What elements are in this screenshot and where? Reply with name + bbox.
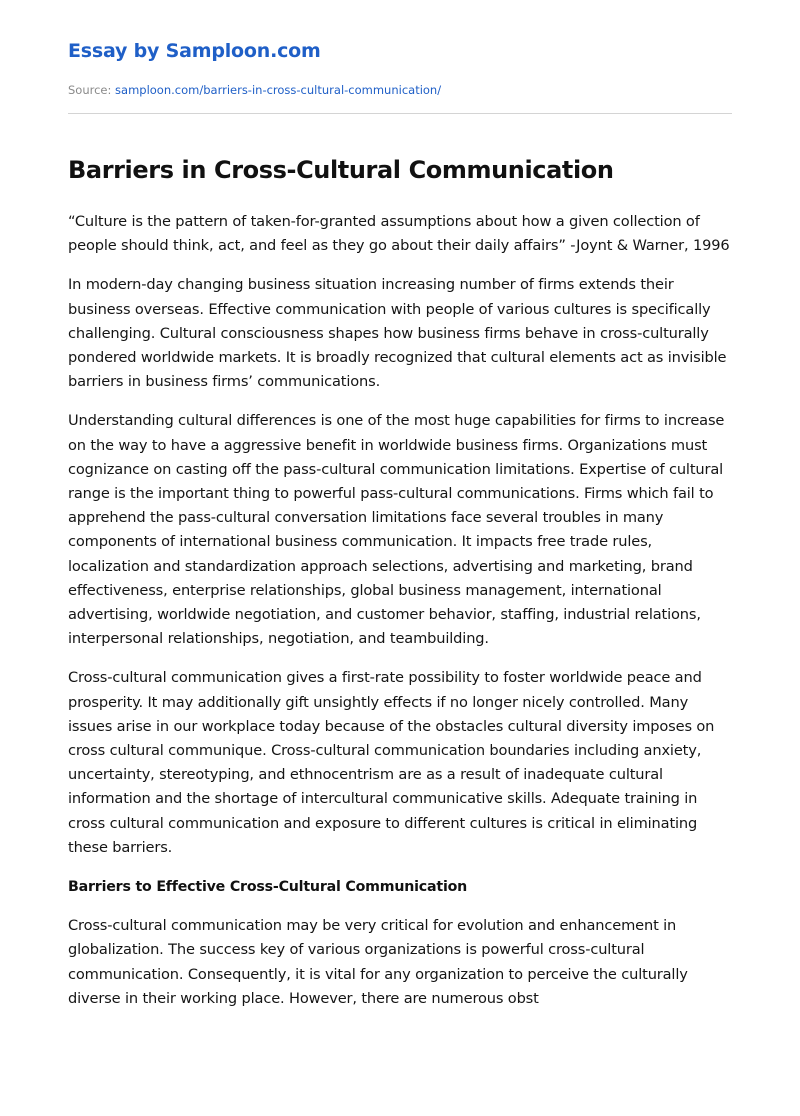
section-subheading: Barriers to Effective Cross-Cultural Communication <box>68 879 468 896</box>
source-line <box>68 83 441 97</box>
quote-paragraph: “Culture is the pattern of taken-for-granted assumptions about how a given collection of people should think, act, and feel as they go about their daily affairs” -Joynt & Warner, 1996 <box>68 213 730 255</box>
body-paragraph-1: In modern-day changing business situation increasing number of firms extends their business overseas. Effective communication with people of various cultures is specifically challenging. Cultural consciousness shapes how business firms behave in cross-culturally pondered worldwide markets. It is broadly recognized that cultural elements act as invisible barriers in business firms’ communications. <box>68 276 727 391</box>
header-divider <box>68 113 732 114</box>
article-title: Barriers in Cross-Cultural Communication <box>68 156 614 184</box>
source-label: Source: <box>68 83 112 97</box>
body-paragraph-final: Cross-cultural communication may be very critical for evolution and enhancement in globalization. The success key of various organizations is powerful cross-cultural communication. Consequently, it is vital for any organization to perceive the culturally diverse in their working place. However, there are numerous obst <box>68 917 688 1007</box>
body-paragraph-2: Understanding cultural differences is one of the most huge capabilities for firms to increase on the way to have a aggressive benefit in worldwide business firms. Organizations must cognizance on casting off the pass-cultural communication limitations. Expertise of cultural range is the important thing to powerful pass-cultural communications. Firms which fail to apprehend the pass-cultural conversation limitations face several troubles in many components of international business communication. It impacts free trade rules, localization and standardization approach selections, advertising and marketing, brand effectiveness, enterprise relationships, global business management, international advertising, worldwide negotiation, and customer behavior, staffing, industrial relations, interpersonal relationships, negotiation, and teambuilding. <box>68 412 725 648</box>
body-paragraph-3: Cross-cultural communication gives a first-rate possibility to foster worldwide peace and prosperity. It may additionally gift unsightly effects if no longer nicely controlled. Many issues arise in our workplace today because of the obstacles cultural diversity imposes on cross cultural communique. Cross-cultural communication boundaries including anxiety, uncertainty, stereotyping, and ethnocentrism are as a result of inadequate cultural information and the shortage of intercultural communicative skills. Adequate training in cross cultural communication and exposure to different cultures is critical in eliminating these barriers. <box>68 669 715 856</box>
brand-title: Essay by Samploon.com <box>68 40 321 62</box>
article-body <box>68 210 732 1026</box>
source-link[interactable]: samploon.com/barriers-in-cross-cultural-communication/ <box>115 83 442 97</box>
